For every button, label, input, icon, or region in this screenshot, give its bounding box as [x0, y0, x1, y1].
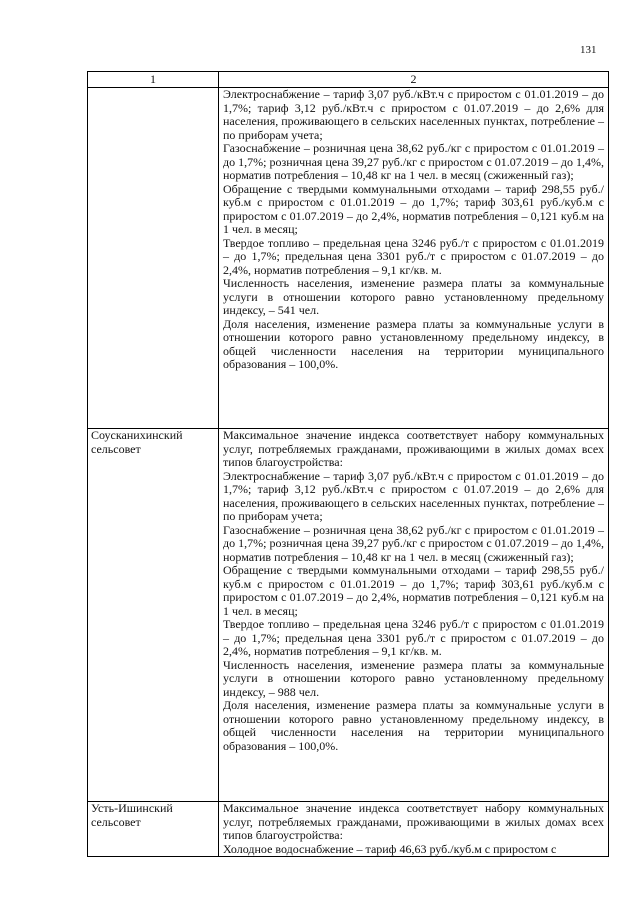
paragraph: Холодное водоснабжение – тариф 46,63 руб./куб.м с приростом с	[223, 841, 557, 856]
region-cell: Усть-Ишинский сельсовет	[88, 802, 219, 857]
paragraph: Газоснабжение – розничная цена 38,62 руб./кг с приростом с 01.01.2019 – до 1,7%; розничная цена 39,27 руб./кг с приростом с 01.07.2019 – до 1,4%, норматив потребления – 10,48 кг на 1 чел. в месяц (сжиженный газ);	[223, 141, 604, 182]
table-row	[88, 88, 609, 429]
paragraph: Доля населения, изменение размера платы за коммунальные услуги в отношении которого равно установленному предельному индексу, в общей численности населения на территории муниципального образования – 100,0%.	[223, 316, 604, 371]
paragraph: Максимальное значение индекса соответствует набору коммунальных услуг, потребляемых гражданами, проживающими в жилых домах всех типов благоустройства:	[223, 801, 604, 842]
column-header-1: 1	[88, 72, 219, 88]
paragraph: Обращение с твердыми коммунальными отходами – тариф 298,55 руб./куб.м с приростом с 01.01.2019 – до 1,7%; тариф 303,61 руб./куб.м с приростом с 01.07.2019 – до 2,4%, норматив потребления – 0,121 куб.м на 1 чел. в месяц;	[223, 563, 604, 618]
description-cell	[219, 88, 609, 429]
page-number: 131	[580, 44, 597, 56]
paragraph: Газоснабжение – розничная цена 38,62 руб./кг с приростом с 01.01.2019 – до 1,7%; розничная цена 39,27 руб./кг с приростом с 01.07.2019 – до 1,4%, норматив потребления – 10,48 кг на 1 чел. в месяц (сжиженный газ);	[223, 522, 604, 564]
table-row	[88, 429, 609, 802]
table-header-row	[88, 72, 609, 88]
paragraph: Численность населения, изменение размера платы за коммунальные услуги в отношении которого равно установленному предельному индексу, – 988 чел.	[223, 657, 604, 699]
paragraph: Электроснабжение – тариф 3,07 руб./кВт.ч с приростом с 01.01.2019 – до 1,7%; тариф 3,12 руб./кВт.ч с приростом с 01.07.2019 – до 2,6% для населения, проживающего в сельских населенных пунктах, потребление – по приборам учета;	[223, 468, 604, 523]
paragraph: Твердое топливо – предельная цена 3246 руб./т с приростом с 01.01.2019 – до 1,7%; предельная цена 3301 руб./т с приростом с 01.07.2019 – до 2,4%, норматив потребления – 9,1 кг/кв. м.	[223, 617, 604, 658]
region-cell	[88, 88, 219, 429]
column-header-2: 2	[219, 72, 609, 88]
paragraph: Обращение с твердыми коммунальными отходами – тариф 298,55 руб./куб.м с приростом с 01.01.2019 – до 1,7%; тариф 303,61 руб./куб.м с приростом с 01.07.2019 – до 2,4%, норматив потребления – 0,121 куб.м на 1 чел. в месяц;	[223, 181, 604, 236]
description-cell	[219, 429, 609, 802]
paragraph: Максимальное значение индекса соответствует набору коммунальных услуг, потребляемых гражданами, проживающими в жилых домах всех типов благоустройства:	[223, 428, 604, 469]
paragraph: Электроснабжение – тариф 3,07 руб./кВт.ч с приростом с 01.01.2019 – до 1,7%; тариф 3,12 руб./кВт.ч с приростом с 01.07.2019 – до 2,6% для населения, проживающего в сельских населенных пунктах, потребление – по приборам учета;	[223, 87, 604, 142]
tariff-table	[87, 71, 609, 857]
paragraph: Твердое топливо – предельная цена 3246 руб./т с приростом с 01.01.2019 – до 1,7%; предельная цена 3301 руб./т с приростом с 01.07.2019 – до 2,4%, норматив потребления – 9,1 кг/кв. м.	[223, 235, 604, 277]
paragraph: Численность населения, изменение размера платы за коммунальные услуги в отношении которого равно установленному предельному индексу, – 541 чел.	[223, 276, 604, 317]
paragraph: Доля населения, изменение размера платы за коммунальные услуги в отношении которого равно установленному предельному индексу, в общей численности населения на территории муниципального образования – 100,0%.	[223, 698, 604, 753]
region-cell: Соусканихинский сельсовет	[88, 429, 219, 802]
table-row	[88, 802, 609, 857]
description-cell	[219, 802, 609, 857]
